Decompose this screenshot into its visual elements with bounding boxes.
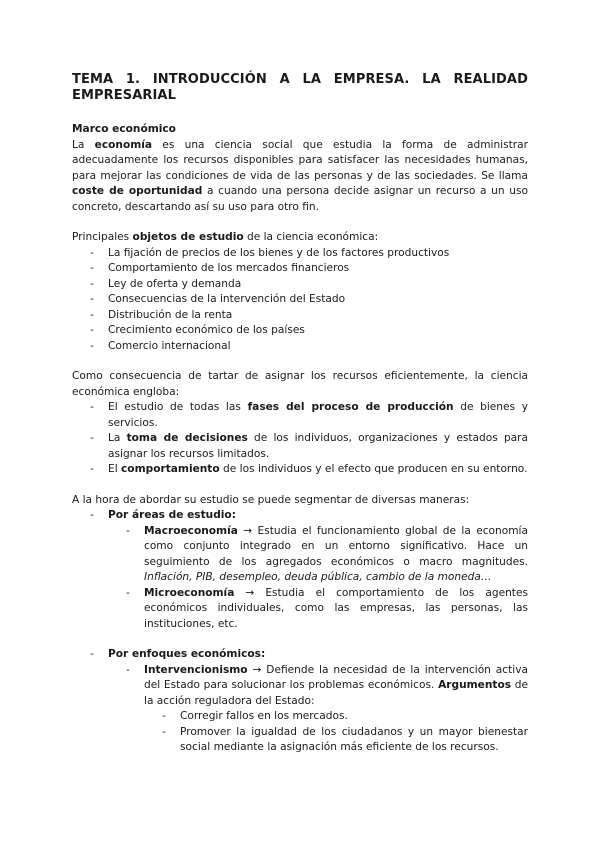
arrow-icon: → xyxy=(237,524,258,537)
objetos-list xyxy=(72,246,528,355)
text: es una ciencia social que estudia la forma de administrar adecuadamente los recursos disponibles para satisfacer las necesidades humanas, para mejorar las condiciones de vida de las personas y de las sociedades. Se llama xyxy=(72,138,528,182)
document-page xyxy=(72,72,528,756)
list-item-enfoques xyxy=(72,647,528,756)
list-item: - Comportamiento de los mercados financieros xyxy=(72,261,528,277)
list-item: - Ley de oferta y demanda xyxy=(72,277,528,293)
term-microeconomia: Microeconomía xyxy=(144,586,235,599)
list-item: - La fijación de precios de los bienes y de los factores productivos xyxy=(72,246,528,262)
term-objetos-estudio: objetos de estudio xyxy=(132,231,244,243)
list-item-micro xyxy=(108,586,528,633)
areas-sublist xyxy=(108,524,528,633)
paragraph-objetos-intro xyxy=(72,230,528,246)
arrow-icon: → xyxy=(234,586,266,599)
text: Estudia el comportamiento de los agentes económicos individuales, como las empresas, las personas, las instituciones, etc. xyxy=(144,586,528,630)
text: Principales xyxy=(72,231,133,243)
enfoques-label: Por enfoques económicos: xyxy=(108,648,266,660)
term-comportamiento: comportamiento xyxy=(121,463,220,475)
text: a cuando una persona decide asignar un recurso a un uso concreto, descartando así su uso para otro fin. xyxy=(72,185,528,213)
engloba-list xyxy=(72,400,528,478)
text: Estudia el funcionamiento global de la economía como conjunto integrado en un entorno significativo. Hace un seguimiento de los agregados económicos o macro magnitudes. xyxy=(144,524,528,568)
text: de los individuos y el efecto que producen en su entorno. xyxy=(219,463,528,475)
list-item xyxy=(72,462,528,478)
list-item: - Distribución de la renta xyxy=(72,308,528,324)
term-fases-produccion: fases del proceso de producción xyxy=(247,401,454,413)
list-item: - Corregir fallos en los mercados. xyxy=(144,709,528,725)
list-item xyxy=(72,400,528,431)
macro-examples: Inflación, PIB, desempleo, deuda pública, cambio de la moneda… xyxy=(144,571,492,583)
section-heading-marco: Marco económico xyxy=(72,123,176,135)
term-macroeconomia: Macroeconomía xyxy=(144,524,238,537)
text: de bienes y servicios. xyxy=(108,401,528,429)
text: de la acción reguladora del Estado: xyxy=(144,679,528,707)
segmentar-list xyxy=(72,508,528,756)
list-item-intervencionismo xyxy=(108,663,528,756)
page-title: TEMA 1. INTRODUCCIÓN A LA EMPRESA. LA REALIDAD EMPRESARIAL xyxy=(72,72,528,103)
term-toma-decisiones: toma de decisiones xyxy=(126,432,248,444)
text: Defiende la necesidad de la intervención activa del Estado para solucionar los problemas económicos. xyxy=(144,663,528,691)
paragraph-economia xyxy=(72,138,528,216)
argumentos-list xyxy=(144,709,528,756)
list-item-areas xyxy=(72,508,528,632)
text: de los individuos, organizaciones y estados para asignar los recursos limitados. xyxy=(108,432,529,460)
list-item: - Crecimiento económico de los países xyxy=(72,323,528,339)
text: de la ciencia económica: xyxy=(243,231,379,243)
arrow-icon: → xyxy=(247,663,267,676)
text: El estudio de todas las xyxy=(108,401,248,413)
text: La xyxy=(108,432,127,444)
text: La xyxy=(72,138,95,151)
term-coste-oportunidad: coste de oportunidad xyxy=(72,185,203,197)
list-item: - Promover la igualdad de los ciudadanos y un mayor bienestar social mediante la asignación más eficiente de los recursos. xyxy=(144,725,528,756)
list-item: - Comercio internacional xyxy=(72,339,528,355)
term-argumentos: Argumentos xyxy=(438,679,512,691)
list-item-macro xyxy=(108,524,528,586)
term-intervencionismo: Intervencionismo xyxy=(144,663,248,676)
areas-label: Por áreas de estudio: xyxy=(108,509,236,521)
paragraph-segmentar-intro: A la hora de abordar su estudio se puede segmentar de diversas maneras: xyxy=(72,493,470,506)
term-economia: economía xyxy=(94,138,153,151)
paragraph-engloba-intro: Como consecuencia de tartar de asignar los recursos eficientemente, la ciencia económica engloba: xyxy=(72,370,528,398)
list-item xyxy=(72,431,528,462)
enfoques-sublist xyxy=(108,663,528,756)
text: El xyxy=(108,463,122,475)
list-item: - Consecuencias de la intervención del Estado xyxy=(72,292,528,308)
